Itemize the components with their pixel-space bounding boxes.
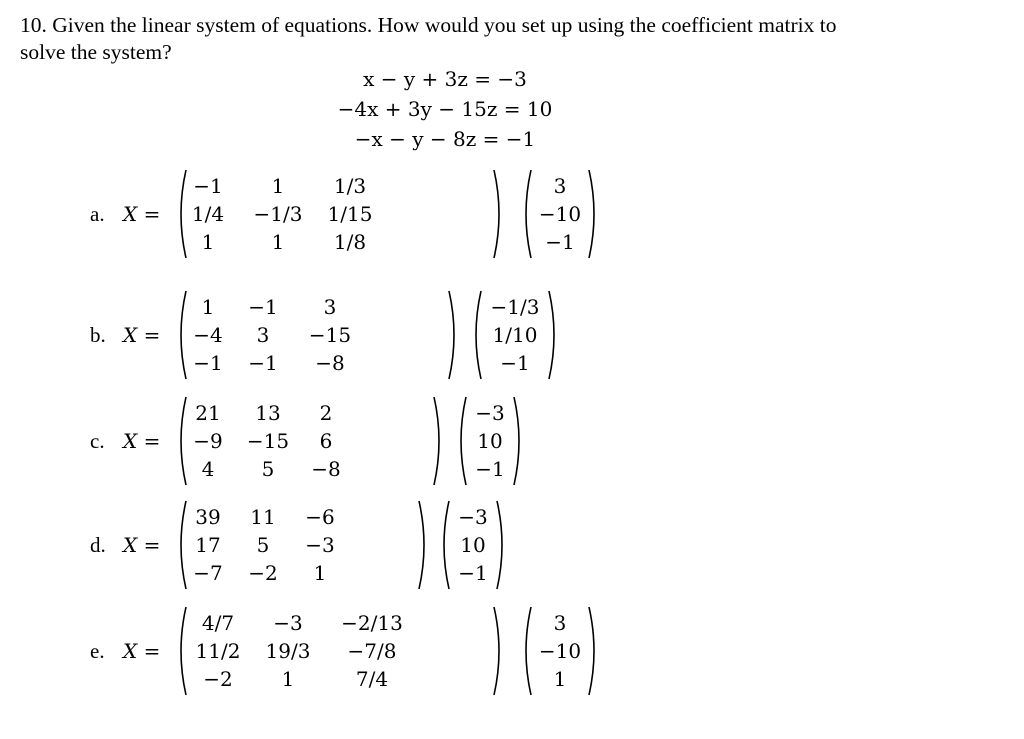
matrix-cell: −1/3: [253, 202, 303, 226]
coefficient-matrix: [175, 497, 430, 593]
option-label: e.: [90, 639, 105, 663]
constant-vector: [455, 393, 525, 489]
matrix-cell: 5: [261, 457, 275, 481]
vector-cell: −1: [545, 230, 575, 254]
variable-x: X: [123, 323, 138, 347]
matrix-cell: 4: [201, 457, 215, 481]
matrix-cell: 1/4: [191, 202, 225, 226]
matrix-cell: −9: [193, 429, 223, 453]
option-b: [90, 287, 690, 383]
right-paren: [586, 166, 600, 262]
variable-x: X: [123, 639, 138, 663]
equation-1: x − y + 3z = −3: [363, 67, 527, 91]
matrix-cell: 13: [255, 401, 281, 425]
matrix-cell: −1: [248, 351, 278, 375]
vector-cell: 1/10: [492, 323, 538, 347]
equals-sign: =: [137, 202, 161, 226]
matrix-cell: −8: [311, 457, 341, 481]
option-c: [90, 393, 690, 489]
matrix-cell: 5: [256, 533, 270, 557]
x-equals: [123, 497, 160, 593]
vector-cell: 10: [477, 429, 503, 453]
matrix-cell: 1/3: [333, 174, 367, 198]
matrix-cell: −1: [248, 295, 278, 319]
x-equals: [123, 603, 160, 699]
matrix-cell: 17: [195, 533, 221, 557]
constant-vector: [520, 603, 600, 699]
matrix-cell: 1/15: [327, 202, 373, 226]
option-d: [90, 497, 690, 593]
right-paren: [511, 393, 525, 489]
right-paren: [494, 497, 508, 593]
matrix-cell: −6: [305, 505, 335, 529]
vector-cell: −1: [458, 561, 488, 585]
right-paren: [586, 603, 600, 699]
equals-sign: =: [137, 639, 161, 663]
option-label: d.: [90, 533, 106, 557]
matrix-cell: 1: [201, 230, 215, 254]
right-paren: [491, 603, 505, 699]
equals-sign: =: [137, 323, 161, 347]
vector-cell: 3: [553, 174, 567, 198]
vector-cell: −10: [538, 639, 582, 663]
equals-sign: =: [137, 533, 161, 557]
x-equals: [123, 166, 160, 262]
vector-cell: 3: [553, 611, 567, 635]
equals-sign: =: [137, 429, 161, 453]
matrix-cell: −8: [315, 351, 345, 375]
matrix-cell: 11/2: [195, 639, 241, 663]
matrix-cell: 1: [271, 230, 285, 254]
vector-cell: −3: [458, 505, 488, 529]
constant-vector: [438, 497, 508, 593]
vector-cell: −1: [475, 457, 505, 481]
matrix-cell: 6: [319, 429, 333, 453]
right-paren: [491, 166, 505, 262]
right-paren: [416, 497, 430, 593]
constant-vector: [520, 166, 600, 262]
coefficient-matrix: [175, 287, 460, 383]
matrix-cell: −2: [248, 561, 278, 585]
right-paren: [546, 287, 560, 383]
matrix-cell: −4: [193, 323, 223, 347]
matrix-cell: 2: [319, 401, 333, 425]
coefficient-matrix: [175, 393, 445, 489]
matrix-cell: 11: [250, 505, 276, 529]
option-a: [90, 166, 690, 262]
vector-cell: 10: [460, 533, 486, 557]
matrix-cell: 21: [195, 401, 221, 425]
matrix-cell: −7/8: [347, 639, 397, 663]
option-label: c.: [90, 429, 105, 453]
variable-x: X: [123, 429, 138, 453]
x-equals: [123, 393, 160, 489]
x-equals: [123, 287, 160, 383]
matrix-cell: −1: [193, 174, 223, 198]
matrix-cell: −1: [193, 351, 223, 375]
matrix-cell: 1: [281, 667, 295, 691]
matrix-cell: −15: [308, 323, 352, 347]
right-paren: [446, 287, 460, 383]
vector-cell: −10: [538, 202, 582, 226]
matrix-cell: −2/13: [341, 611, 403, 635]
vector-cell: −1: [500, 351, 530, 375]
right-paren: [431, 393, 445, 489]
matrix-cell: −3: [305, 533, 335, 557]
matrix-cell: 19/3: [265, 639, 311, 663]
constant-vector: [470, 287, 560, 383]
matrix-cell: 39: [195, 505, 221, 529]
option-e: [90, 603, 690, 699]
matrix-cell: 4/7: [201, 611, 235, 635]
matrix-cell: −2: [203, 667, 233, 691]
matrix-cell: 7/4: [355, 667, 389, 691]
coefficient-matrix: [175, 603, 505, 699]
matrix-cell: 1: [201, 295, 215, 319]
question-text: 10. Given the linear system of equations. How would you set up using the coefficient matrix to solve the system?: [20, 13, 837, 64]
matrix-cell: −15: [246, 429, 290, 453]
option-label: a.: [90, 202, 105, 226]
coefficient-matrix: [175, 166, 505, 262]
vector-cell: −3: [475, 401, 505, 425]
option-label: b.: [90, 323, 106, 347]
matrix-cell: −7: [193, 561, 223, 585]
equation-3: −x − y − 8z = −1: [354, 127, 536, 151]
variable-x: X: [123, 202, 138, 226]
matrix-cell: −3: [273, 611, 303, 635]
matrix-cell: 3: [256, 323, 270, 347]
matrix-cell: 1: [313, 561, 327, 585]
equation-2: −4x + 3y − 15z = 10: [337, 97, 553, 121]
vector-cell: 1: [553, 667, 567, 691]
matrix-cell: 3: [323, 295, 337, 319]
matrix-cell: 1/8: [333, 230, 367, 254]
matrix-cell: 1: [271, 174, 285, 198]
variable-x: X: [123, 533, 138, 557]
vector-cell: −1/3: [490, 295, 540, 319]
